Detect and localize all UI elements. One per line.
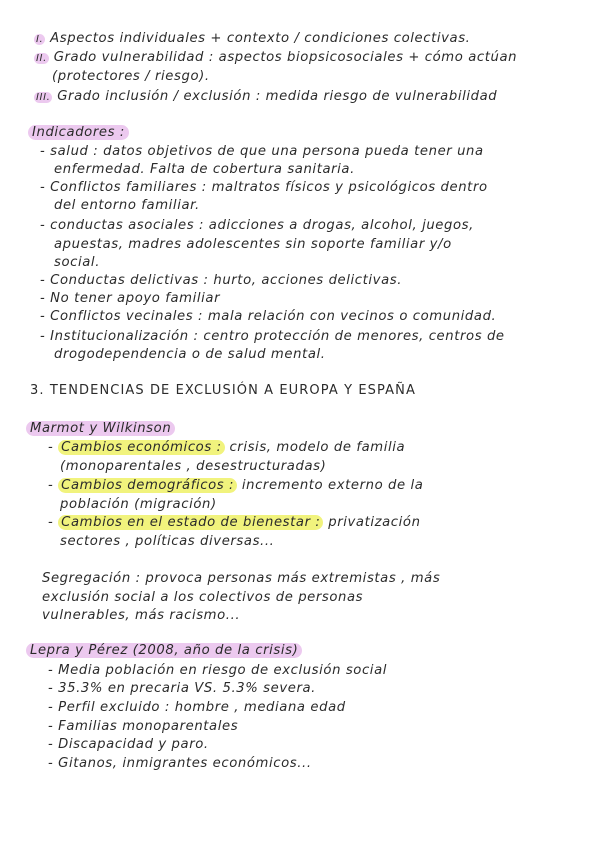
marmot-item-continuation: (monoparentales , desestructuradas)	[60, 459, 327, 474]
indicador-line: - conductas asociales : adicciones a drogas, alcohol, juegos,	[40, 218, 474, 233]
marmot-title	[26, 420, 175, 438]
indicador-line: enfermedad. Falta de cobertura sanitaria.	[54, 162, 355, 177]
list-item-3	[34, 88, 497, 107]
lepra-item: - 35.3% en precaria VS. 5.3% severa.	[48, 681, 316, 696]
list-number: I.	[36, 34, 44, 45]
indicador-line: - salud : datos objetivos de que una persona pueda tener una	[40, 144, 484, 159]
lepra-item: - Familias monoparentales	[48, 719, 239, 734]
indicador-line: - Institucionalización : centro protección de menores, centros de	[40, 329, 505, 344]
indicador-line: del entorno familiar.	[54, 198, 200, 213]
list-item-2-continuation	[52, 68, 210, 86]
highlighted-term: Cambios demográficos :	[58, 478, 237, 493]
indicador-line: - Conflictos vecinales : mala relación con vecinos o comunidad.	[40, 309, 497, 324]
indicador-line: - No tener apoyo familiar	[40, 291, 221, 306]
marmot-title-text: Marmot y Wilkinson	[26, 421, 175, 436]
highlighted-term: Cambios económicos :	[58, 440, 225, 455]
indicador-line: drogodependencia o de salud mental.	[54, 347, 326, 362]
marmot-item	[48, 477, 423, 495]
item-text: privatización	[323, 515, 421, 530]
marmot-item	[48, 514, 421, 532]
list-item-2	[34, 49, 517, 68]
indicadores-title-text: Indicadores :	[28, 125, 129, 140]
marmot-item-continuation: sectores , políticas diversas...	[60, 534, 275, 549]
item-text: crisis, modelo de familia	[224, 440, 406, 455]
list-text: Grado vulnerabilidad : aspectos biopsicosociales + cómo actúan	[53, 50, 518, 65]
highlighted-term: Cambios en el estado de bienestar :	[58, 515, 323, 530]
list-number: III.	[36, 92, 51, 103]
indicadores-title	[28, 124, 129, 142]
segregacion-line: vulnerables, más racismo...	[42, 608, 241, 623]
bullet: -	[48, 515, 54, 530]
lepra-item: - Gitanos, inmigrantes económicos...	[48, 756, 312, 771]
list-number: II.	[36, 53, 47, 64]
list-text: Aspectos individuales + contexto / condiciones colectivas.	[50, 31, 471, 46]
indicador-line: apuestas, madres adolescentes sin soporte familiar y/o	[54, 237, 452, 252]
list-text: (protectores / riesgo).	[52, 69, 210, 84]
lepra-title-text: Lepra y Pérez (2008, año de la crisis)	[26, 643, 302, 658]
indicador-line: - Conductas delictivas : hurto, acciones delictivas.	[40, 273, 403, 288]
item-text: incremento externo de la	[237, 478, 424, 493]
segregacion-line: exclusión social a los colectivos de personas	[42, 590, 364, 605]
lepra-item: - Discapacidad y paro.	[48, 737, 209, 752]
marmot-item	[48, 439, 405, 457]
bullet: -	[48, 440, 54, 455]
lepra-item: - Media población en riesgo de exclusión social	[48, 663, 388, 678]
section-heading: 3. TENDENCIAS DE EXCLUSIÓN A EUROPA Y ESPAÑA	[30, 383, 416, 398]
list-text: Grado inclusión / exclusión : medida riesgo de vulnerabilidad	[57, 89, 498, 104]
marmot-item-continuation: población (migración)	[60, 497, 217, 512]
bullet: -	[48, 478, 54, 493]
indicador-line: - Conflictos familiares : maltratos físicos y psicológicos dentro	[40, 180, 488, 195]
indicador-line: social.	[54, 255, 100, 270]
list-item-1	[34, 30, 470, 49]
segregacion-line: Segregación : provoca personas más extremistas , más	[42, 571, 441, 586]
lepra-title	[26, 642, 302, 660]
lepra-item: - Perfil excluido : hombre , mediana edad	[48, 700, 346, 715]
